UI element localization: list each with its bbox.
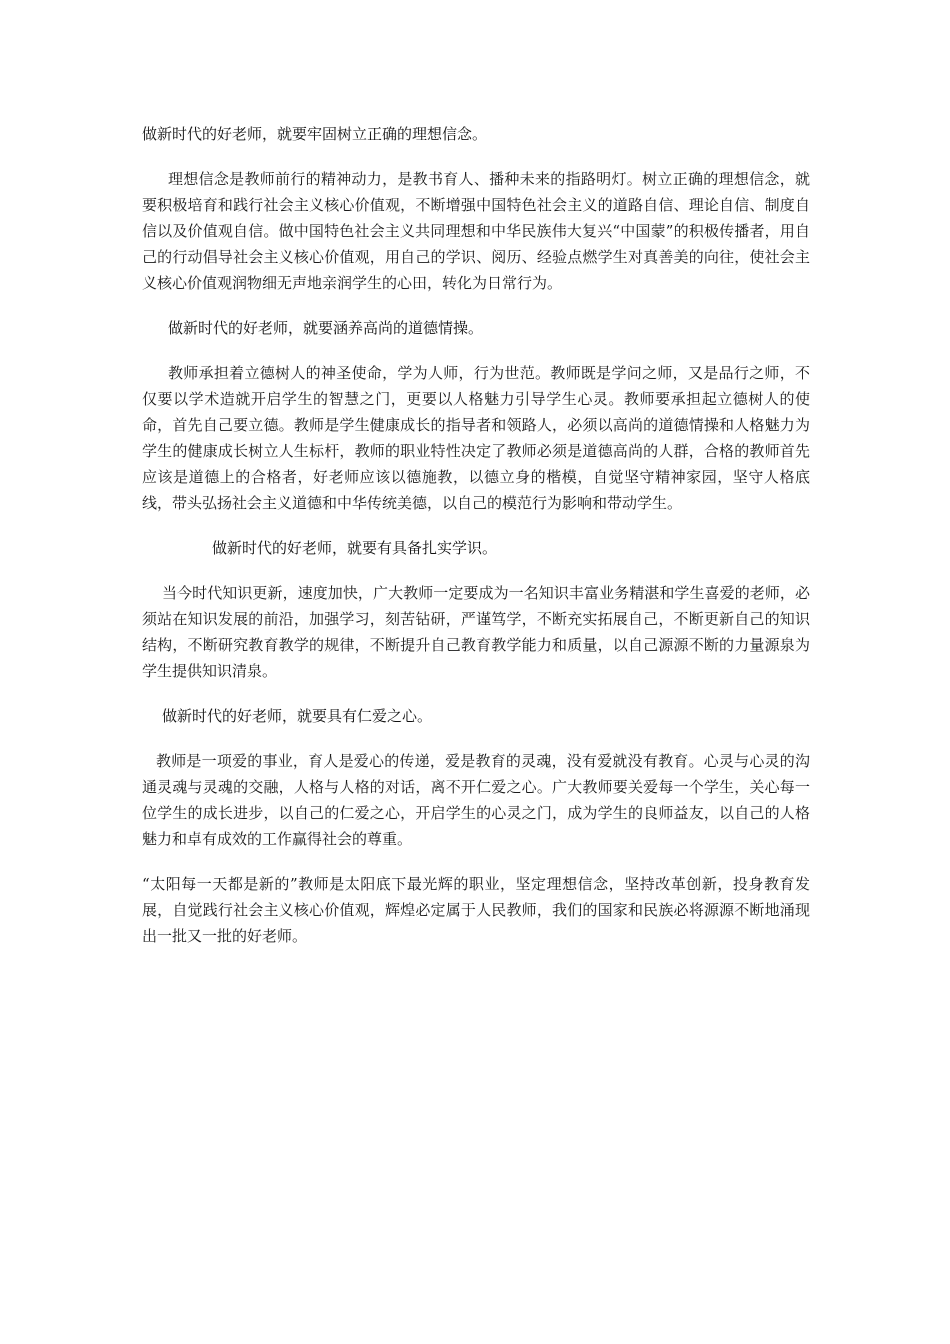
- paragraph-knowledge: 当今时代知识更新，速度加快，广大教师一定要成为一名知识丰富业务精湛和学生喜爱的老师，必须站在知识发展的前沿，加强学习，刻苦钻研，严谨笃学，不断充实拓展自己，不断更新自己的知识结构，不断研究教育教学的规律，不断提升自己教育教学能力和质量，以自己源源不断的力量源泉为学生提供知识清泉。: [142, 584, 810, 680]
- paragraph-ideals: 理想信念是教师前行的精神动力，是教书育人、播种未来的指路明灯。树立正确的理想信念，就要积极培育和践行社会主义核心价值观，不断增强中国特色社会主义的道路自信、理论自信、制度自信以及价值观自信。做中国特色社会主义共同理想和中华民族伟大复兴“中国蒙”的积极传播者，用自己的行动倡导社会主义核心价值观，用自己的学识、阅历、经验点燃学生对真善美的向往，使社会主义核心价值观润物细无声地亲润学生的心田，转化为日常行为。: [142, 170, 810, 292]
- paragraph-benevolence: 教师是一项爱的事业，育人是爱心的传递，爱是教育的灵魂，没有爱就没有教育。心灵与心灵的沟通灵魂与灵魂的交融，人格与人格的对话，离不开仁爱之心。广大教师要关爱每一个学生，关心每一位学生的成长进步，以自己的仁爱之心，开启学生的心灵之门，成为学生的良师益友，以自己的人格魅力和卓有成效的工作赢得社会的尊重。: [142, 752, 810, 848]
- paragraph-conclusion: “太阳每一天都是新的”教师是太阳底下最光辉的职业，坚定理想信念，坚持改革创新，投身教育发展，自觉践行社会主义核心价值观，辉煌必定属于人民教师，我们的国家和民族必将源源不断地涌现出一批又一批的好老师。: [142, 875, 810, 945]
- document-page: [142, 121, 810, 949]
- section-heading-ideals: 做新时代的好老师，就要牢固树立正确的理想信念。: [142, 125, 488, 143]
- paragraph-morality: 教师承担着立德树人的神圣使命，学为人师，行为世范。教师既是学问之师，又是品行之师，不仅要以学术造就开启学生的智慧之门，更要以人格魅力引导学生心灵。教师要承担起立德树人的使命，首先自己要立德。教师是学生健康成长的指导者和领路人，必须以高尚的道德情操和人格魅力为学生的健康成长树立人生标杆，教师的职业特性决定了教师必须是道德高尚的人群，合格的教师首先应该是道德上的合格者，好老师应该以德施教，以德立身的楷模，自觉坚守精神家园，坚守人格底线，带头弘扬社会主义道德和中华传统美德，以自己的模范行为影响和带动学生。: [142, 364, 810, 512]
- section-heading-morality: 做新时代的好老师，就要涵养高尚的道德情操。: [168, 319, 484, 337]
- section-heading-knowledge: 做新时代的好老师，就要有具备扎实学识。: [212, 539, 498, 557]
- section-heading-benevolence: 做新时代的好老师，就要具有仁爱之心。: [162, 707, 433, 725]
